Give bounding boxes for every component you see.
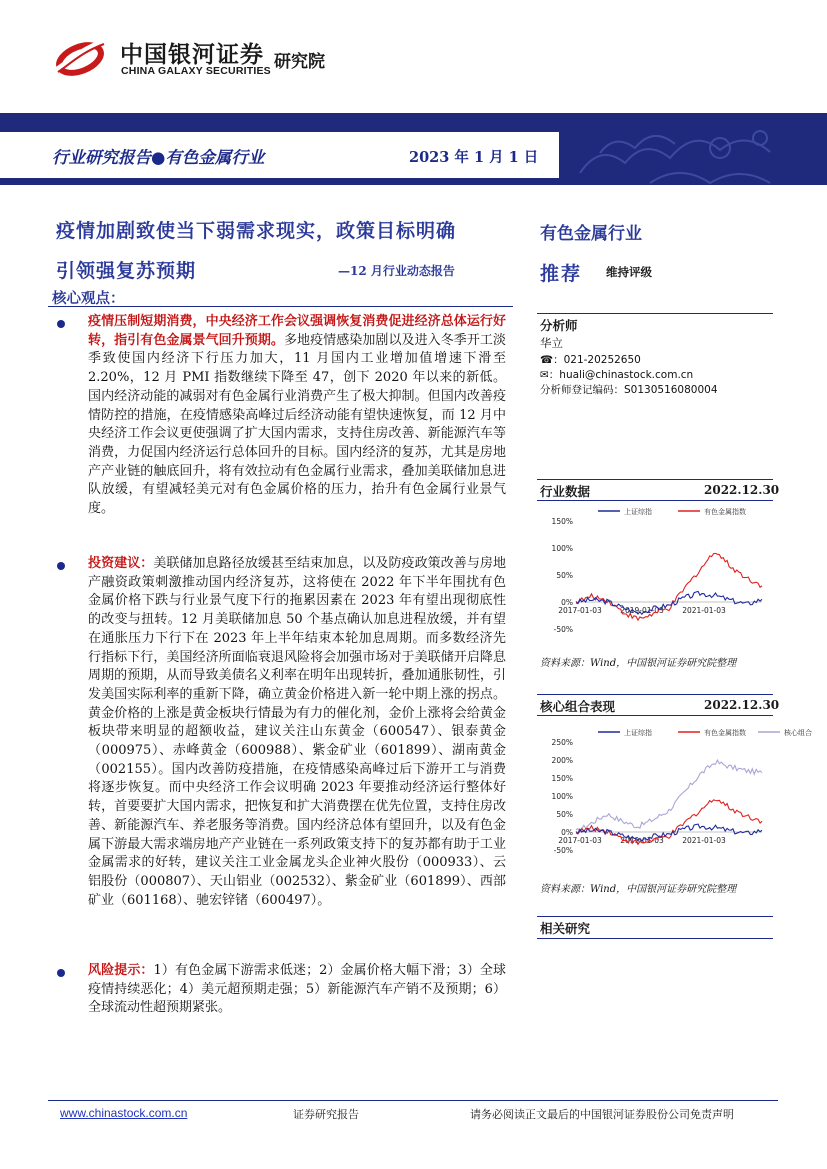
footer-divider — [48, 1100, 778, 1101]
paragraph-demand-text: 多地疫情感染加剧以及进入冬季开工淡季致使国内经济下行压力加大，11 月国内工业增加值增速下滑至 2.20%，12 月 PMI 指数继续下降至 47，创下 2020 年以来的新低。国内经济动能的减弱对有色金属行业消费产生了极大抑制。但国内改善疫情防控的措施，在疫情感染高峰过后经济动能有望快速恢复，而 12 月中央经济工作会议更使强调了扩大国内需求，支持住房改善、新能源汽车等消费，力促国内经济运行总体回升的目标。国内经济的复苏，尤其是房地产产业链的触底回升，将有效拉动有色金属行业需求，叠加美联储加息进队放缓，有望减轻美元对有色金属价格的压力，抬升有色金属行业景气度。 — [88, 332, 506, 517]
market-data-heading: 行业数据 — [540, 484, 591, 499]
risk-label: 风险提示： — [88, 963, 154, 978]
analyst-email: ✉：huali@chinastock.com.cn — [540, 369, 694, 381]
market-data-date: 2022.12.30 — [704, 483, 780, 497]
legend-label: 有色金属指数 — [704, 729, 746, 737]
legend-label: 上证综指 — [624, 729, 652, 737]
legend-label: 有色金属指数 — [704, 508, 746, 516]
y-tick-label: 150% — [551, 517, 573, 526]
series-line-1 — [576, 553, 762, 620]
rating: 推荐 — [540, 263, 583, 285]
report-title-line1: 疫情加剧致使当下弱需求现实，政策目标明确 — [56, 220, 457, 242]
chart2-source: 资料来源：Wind，中国银河证券研究院整理 — [540, 884, 737, 895]
analyst-heading: 分析师 — [540, 318, 578, 333]
y-tick-label: 0% — [561, 828, 573, 837]
x-tick-label: 2017-01-03 — [558, 836, 602, 845]
series-line-1 — [576, 800, 762, 845]
divider — [537, 500, 773, 501]
portfolio-date: 2022.12.30 — [704, 698, 780, 712]
investment-label: 投资建议： — [88, 556, 154, 571]
report-subtitle: —12 月行业动态报告 — [338, 264, 455, 278]
x-tick-label: 2019-01-03 — [620, 606, 664, 615]
footer-label: 证券研究报告 — [293, 1108, 359, 1121]
divider — [537, 479, 773, 480]
x-tick-label: 2021-01-03 — [682, 606, 726, 615]
y-tick-label: 200% — [551, 756, 573, 765]
y-tick-label: 100% — [551, 792, 573, 801]
portfolio-chart — [540, 724, 812, 864]
analyst-license: 分析师登记编码：S0130516080004 — [540, 384, 718, 396]
divider — [537, 916, 773, 917]
report-date: 2023 年 1 月 1 日 — [409, 149, 539, 166]
series-line-2 — [576, 760, 762, 832]
rating-note: 维持评级 — [606, 265, 652, 279]
legend-label: 上证综指 — [624, 508, 652, 516]
y-tick-label: 150% — [551, 774, 573, 783]
y-tick-label: 0% — [561, 598, 573, 607]
paragraph-investment-text: 美联储加息路径放缓甚至结束加息，以及防疫政策改善与房地产融资政策刺激推动国内经济复苏，这将使在 2022 年下半年围扰有色金属价格下跌与行业景气度下行的拖累因素在 2023 年有望出现彻底性的改变与扭转。12 月美联储加息 50 个基点确认加息进程放缓，并有望在通胀压力下行下在 2023 年上半年结束本轮加息周期。而多数经济先行指标下行，美国经济所面临衰退风险将会加强市场对于美联储开启降息周期的预期，从而导致美债名义利率在明年出现转折，叠加通胀韧性，引发美国实际利率的重新下降，确立黄金价格进入新一轮中期上涨的拐点。黄金价格的上涨是黄金板块行情最为有力的催化剂，金价上涨将会给黄金板块带来明显的超额收益，建议关注山东黄金（600547）、银泰黄金（000975）、赤峰黄金（600988）、紫金矿业（601899）、湖南黄金（002155）。国内改善防疫措施，在疫情感染高峰过后下游开工与消费将逐步恢复。而中央经济工作会议明确 2023 年要推动经济运行整体好转，首要要扩大国内需求，把恢复和扩大消费摆在优先位置，支持住房改善、新能源汽车、养老服务等消费。国内经济总体有望回升，以及有色金属下游最大需求端房地产产业链在一系列政策支持下的复苏都有助于工业金属需求的好转，建议关注工业金属龙头企业神火股份（000933）、云铝股份（000807）、天山铝业（002532）、紫金矿业（601899）、西部矿业（601168）、驰宏锌锗（600497）。 — [88, 556, 506, 908]
paragraph-demand — [88, 313, 506, 519]
report-type: 行业研究报告●有色金属行业 — [52, 148, 265, 167]
x-tick-label: 2017-01-03 — [558, 606, 602, 615]
galaxy-logo-icon — [50, 32, 110, 82]
paragraph-risk — [88, 962, 506, 1018]
company-name-en: CHINA GALAXY SECURITIES — [121, 65, 271, 77]
bullet-icon — [57, 320, 65, 328]
chart1-source: 资料来源：Wind，中国银河证券研究院整理 — [540, 658, 737, 669]
report-title-line2: 引领强复苏预期 — [56, 260, 197, 282]
divider — [537, 715, 773, 716]
divider — [48, 306, 513, 307]
divider — [537, 313, 773, 314]
divider — [537, 938, 773, 939]
divider — [537, 694, 773, 695]
x-tick-label: 2021-01-03 — [682, 836, 726, 845]
footer-disclaimer: 请务必阅读正文最后的中国银河证券股份公司免责声明 — [470, 1108, 734, 1121]
y-tick-label: 50% — [556, 571, 573, 580]
analyst-name: 华立 — [540, 336, 563, 350]
y-tick-label: 250% — [551, 738, 573, 747]
y-tick-label: 100% — [551, 544, 573, 553]
bullet-icon — [57, 969, 65, 977]
analyst-phone: ☎：021-20252650 — [540, 354, 641, 366]
bullet-icon — [57, 562, 65, 570]
sector-name: 有色金属行业 — [540, 224, 642, 244]
paragraph-demand-highlight: 疫情压制短期消费，中央经济工作会议强调恢复消费促进经济总体运行好转，指引有色金属景气回升预期。 — [88, 314, 506, 348]
institute-label: 研究院 — [274, 52, 325, 72]
company-name-cn: 中国银河证券 — [120, 42, 264, 68]
related-research-heading: 相关研究 — [540, 921, 591, 936]
y-tick-label: -50% — [553, 625, 573, 634]
paragraph-risk-text: 1）有色金属下游需求低迷；2）金属价格大幅下滑；3）全球疫情持续恶化；4）美元超预期走强；5）新能源汽车产销不及预期；6）全球流动性超预期紧张。 — [88, 963, 506, 1016]
industry-chart — [540, 503, 770, 643]
y-tick-label: -50% — [553, 846, 573, 855]
paragraph-investment — [88, 555, 506, 910]
legend-label: 核心组合 — [784, 729, 812, 737]
x-tick-label: 2019-01-03 — [620, 836, 664, 845]
y-tick-label: 50% — [556, 810, 573, 819]
core-views-label: 核心观点： — [52, 290, 125, 307]
portfolio-heading: 核心组合表现 — [540, 699, 616, 714]
footer-website-link[interactable]: www.chinastock.com.cn — [60, 1106, 188, 1120]
